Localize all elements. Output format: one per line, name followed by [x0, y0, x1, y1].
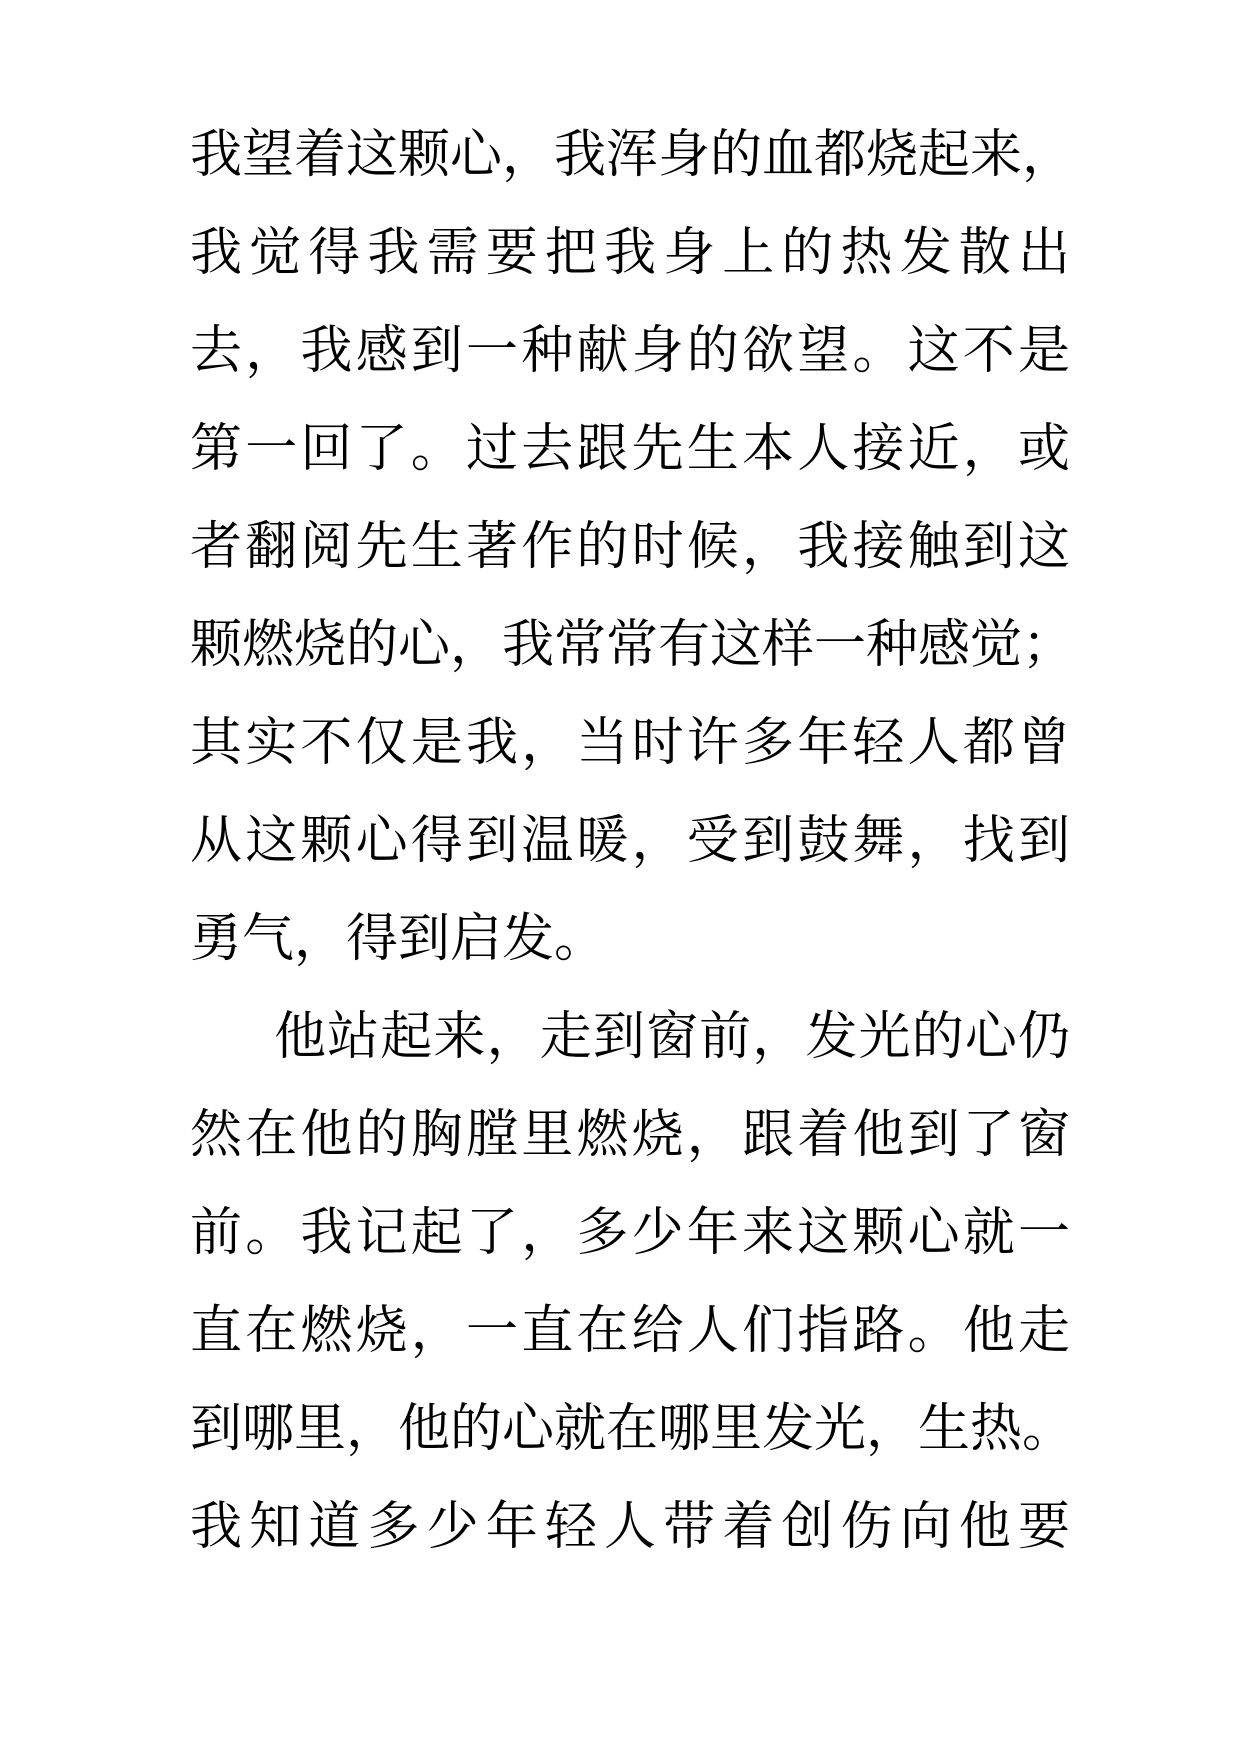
- body-text: [190, 106, 1075, 1576]
- paragraph-end-line: 勇气，得到启发。: [190, 909, 607, 969]
- text-line: 其实不仅是我，当时许多年轻人都曾: [190, 713, 1070, 773]
- text-line: 我知道多少年轻人带着创伤向他要: [190, 1497, 1070, 1557]
- text-line: 到哪里，他的心就在哪里发光，生热。: [190, 1399, 1075, 1459]
- text-line: 者翻阅先生著作的时候，我接触到这: [190, 517, 1070, 577]
- paragraph-start-line: 他站起来，走到窗前，发光的心仍: [274, 1007, 1070, 1067]
- text-line: 从这颗心得到温暖，受到鼓舞，找到: [190, 811, 1070, 871]
- text-line: 第一回了。过去跟先生本人接近，或: [190, 419, 1070, 479]
- text-line: 去，我感到一种献身的欲望。这不是: [190, 321, 1070, 381]
- text-line: 前。我记起了，多少年来这颗心就一: [190, 1203, 1070, 1263]
- text-line: 然在他的胸膛里燃烧，跟着他到了窗: [190, 1105, 1070, 1165]
- text-line: 我觉得我需要把我身上的热发散出: [190, 223, 1070, 283]
- text-line: 我望着这颗心，我浑身的血都烧起来，: [190, 125, 1075, 185]
- text-line: 直在燃烧，一直在给人们指路。他走: [190, 1301, 1070, 1361]
- text-line: 颗燃烧的心，我常常有这样一种感觉；: [190, 615, 1075, 675]
